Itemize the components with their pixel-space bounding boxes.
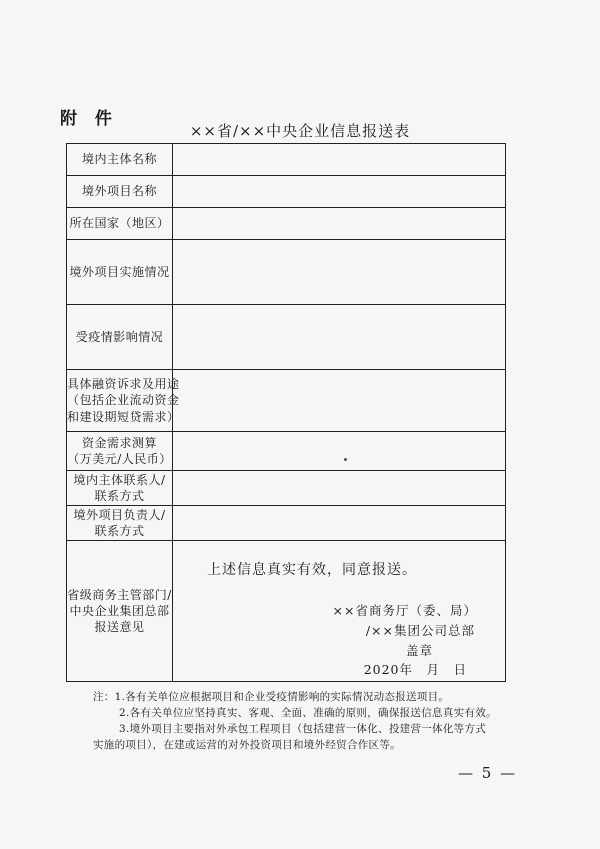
opinion-seal: 盖章	[405, 643, 433, 658]
table-row	[67, 208, 506, 240]
row-value-field[interactable]	[173, 506, 506, 541]
opinion-label: 省级商务主管部门/ 中央企业集团总部 报送意见	[67, 541, 173, 682]
table-row	[67, 432, 506, 471]
row-label: 境内主体联系人/ 联系方式	[67, 471, 173, 506]
row-value-field[interactable]	[173, 370, 506, 432]
note-line: 3.境外项目主要指对外承包工程项目（包括建营一体化、投建营一体化等方式	[119, 723, 487, 735]
table-row	[67, 541, 506, 682]
note-line: 实施的项目），在建或运营的对外投资项目和境外经贸合作区等。	[93, 739, 401, 751]
opinion-statement: 上述信息真实有效，同意报送。	[207, 562, 417, 578]
row-value-field[interactable]	[173, 471, 506, 506]
scan-speck	[344, 458, 347, 461]
row-label: 受疫情影响情况	[67, 305, 173, 370]
table-row	[67, 144, 506, 176]
opinion-cell	[173, 541, 506, 682]
note-line: 注：1.各有关单位应根据项目和企业受疫情影响的实际情况动态报送项目。	[93, 691, 450, 703]
opinion-org-province: ××省商务厅（委、局）	[332, 603, 477, 618]
row-label: 所在国家（地区）	[67, 208, 173, 240]
row-label: 具体融资诉求及用途 （包括企业流动资金 和建设期短贷需求）	[67, 370, 173, 432]
row-value-field[interactable]	[173, 432, 506, 471]
page-number: — 5 —	[458, 764, 518, 782]
row-label: 境外项目实施情况	[67, 240, 173, 305]
table-row	[67, 506, 506, 541]
row-label: 资金需求测算 （万美元/人民币）	[67, 432, 173, 471]
row-label: 境内主体名称	[67, 144, 173, 176]
table-row	[67, 176, 506, 208]
form-title: ××省/××中央企业信息报送表	[189, 122, 411, 140]
opinion-org-group: /××集团公司总部	[365, 623, 475, 638]
opinion-date: 2020年 月 日	[363, 662, 467, 677]
row-value-field[interactable]	[173, 176, 506, 208]
table-row	[67, 370, 506, 432]
row-value-field[interactable]	[173, 305, 506, 370]
table-row	[67, 240, 506, 305]
row-value-field[interactable]	[173, 208, 506, 240]
info-form-table	[66, 143, 506, 682]
notes	[93, 689, 523, 753]
row-value-field[interactable]	[173, 240, 506, 305]
table-row	[67, 471, 506, 506]
note-line: 2.各有关单位应坚持真实、客观、全面、准确的原则，确保报送信息真实有效。	[119, 707, 497, 719]
attachment-label: 附 件	[60, 109, 118, 129]
table-row	[67, 305, 506, 370]
row-label: 境外项目名称	[67, 176, 173, 208]
row-label: 境外项目负责人/ 联系方式	[67, 506, 173, 541]
row-value-field[interactable]	[173, 144, 506, 176]
